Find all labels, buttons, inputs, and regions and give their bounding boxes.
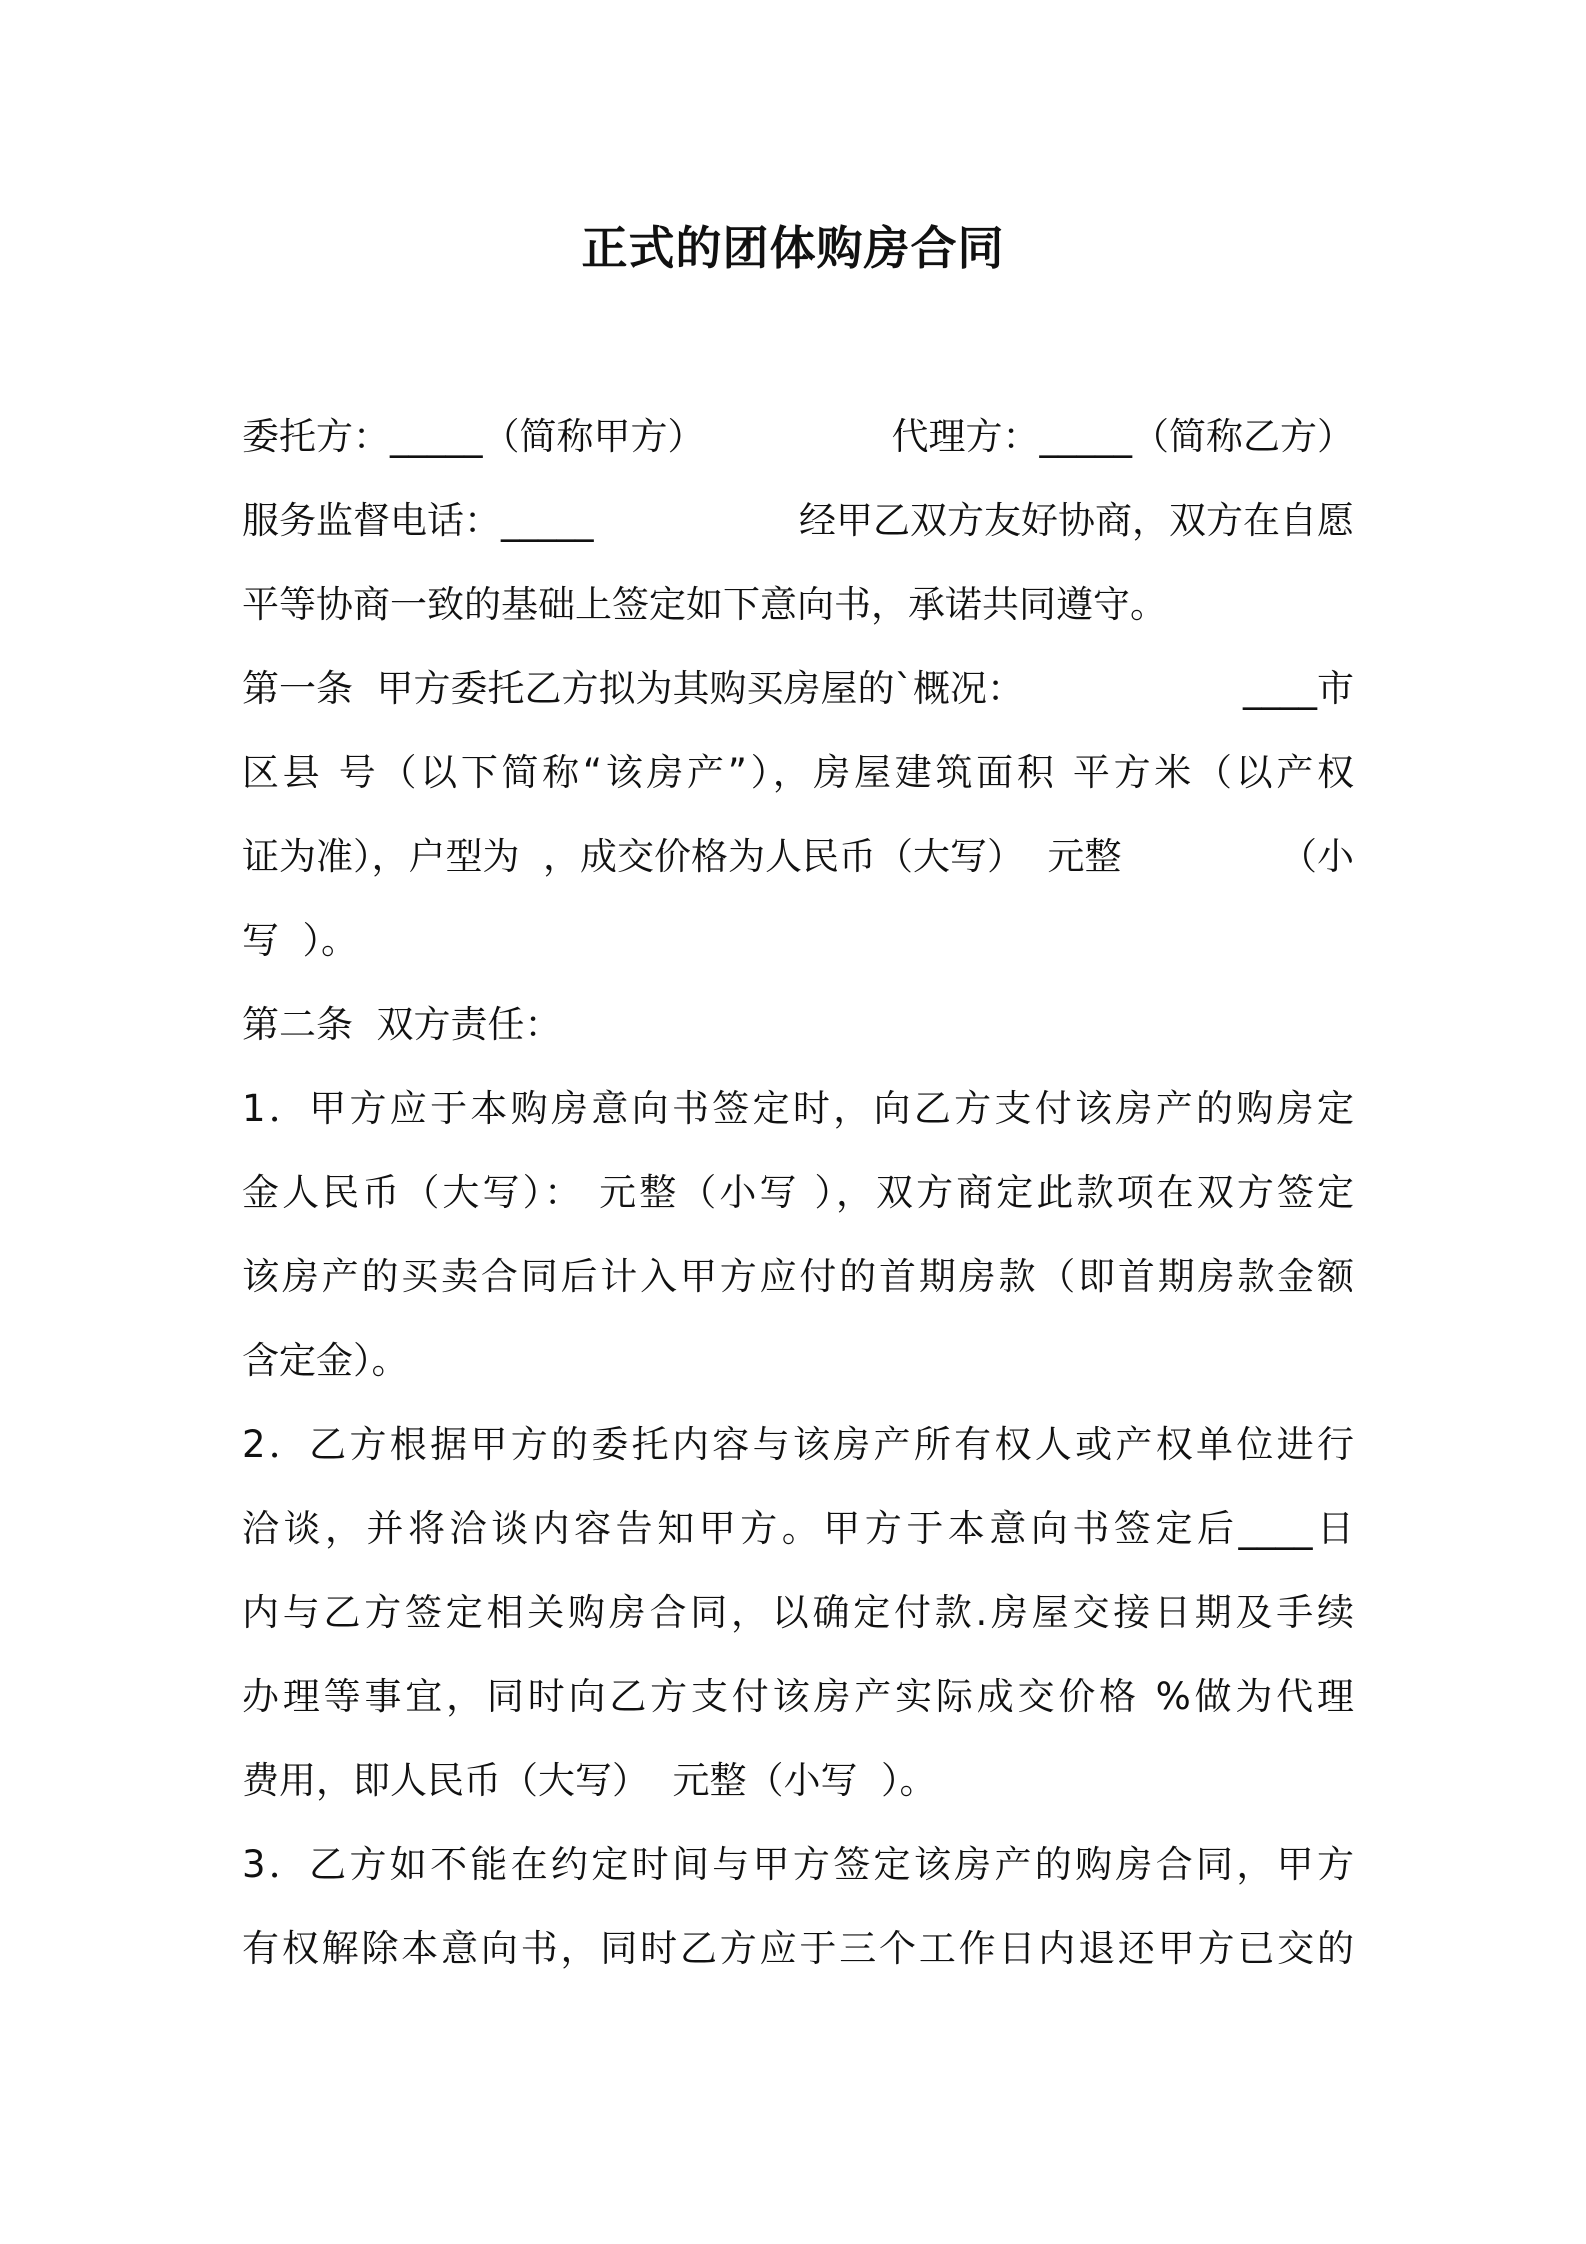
city-blank: ____市 [1243, 667, 1354, 710]
line-service-phone [242, 493, 1354, 549]
body-line: 1．甲方应于本购房意向书签定时，向乙方支付该房产的购房定 [242, 1087, 1354, 1130]
body-line: 平等协商一致的基础上签定如下意向书，承诺共同遵守。 [242, 583, 1167, 626]
body-line: 3．乙方如不能在约定时间与甲方签定该房产的购房合同，甲方 [242, 1843, 1354, 1886]
body-line: 写 ）。 [242, 919, 359, 962]
agent-party: 代理方：_____（简称乙方） [891, 415, 1354, 458]
body-line: 金人民币（大写）： 元整（小写 ），双方商定此款项在双方签定 [242, 1171, 1354, 1214]
body-line: 区县 号（以下简称“该房产”），房屋建筑面积 平方米（以产权 [242, 751, 1354, 794]
line-parties [242, 409, 1354, 465]
line-article-1 [242, 661, 1354, 717]
body-line: 2．乙方根据甲方的委托内容与该房产所有权人或产权单位进行 [242, 1423, 1354, 1466]
service-phone: 服务监督电话：_____ [242, 499, 594, 542]
negotiation-text: 经甲乙双方友好协商，双方在自愿 [799, 499, 1354, 542]
body-line: 费用，即人民币（大写） 元整（小写 ）。 [242, 1759, 937, 1802]
body-line: 洽谈，并将洽谈内容告知甲方。甲方于本意向书签定后____日 [242, 1507, 1354, 1550]
body-line: 该房产的买卖合同后计入甲方应付的首期房款（即首期房款金额 [242, 1255, 1354, 1298]
article-2-heading: 第二条 双方责任： [242, 1003, 562, 1046]
body-line: 内与乙方签定相关购房合同，以确定付款.房屋交接日期及手续 [242, 1591, 1354, 1634]
body-line: 办理等事宜，同时向乙方支付该房产实际成交价格 %做为代理 [242, 1675, 1354, 1718]
client-party: 委托方：_____（简称甲方） [242, 415, 705, 458]
price-text: 证为准），户型为 ，成交价格为人民币（大写） 元整 [242, 835, 1122, 878]
line-price [242, 829, 1354, 885]
document-title: 正式的团体购房合同 [581, 221, 1005, 275]
article-1-heading: 第一条 甲方委托乙方拟为其购买房屋的`概况： [242, 667, 1025, 710]
body-line: 有权解除本意向书，同时乙方应于三个工作日内退还甲方已交的 [242, 1927, 1354, 1970]
lowercase-label: （小 [1280, 835, 1354, 878]
body-line: 含定金）。 [242, 1339, 409, 1382]
